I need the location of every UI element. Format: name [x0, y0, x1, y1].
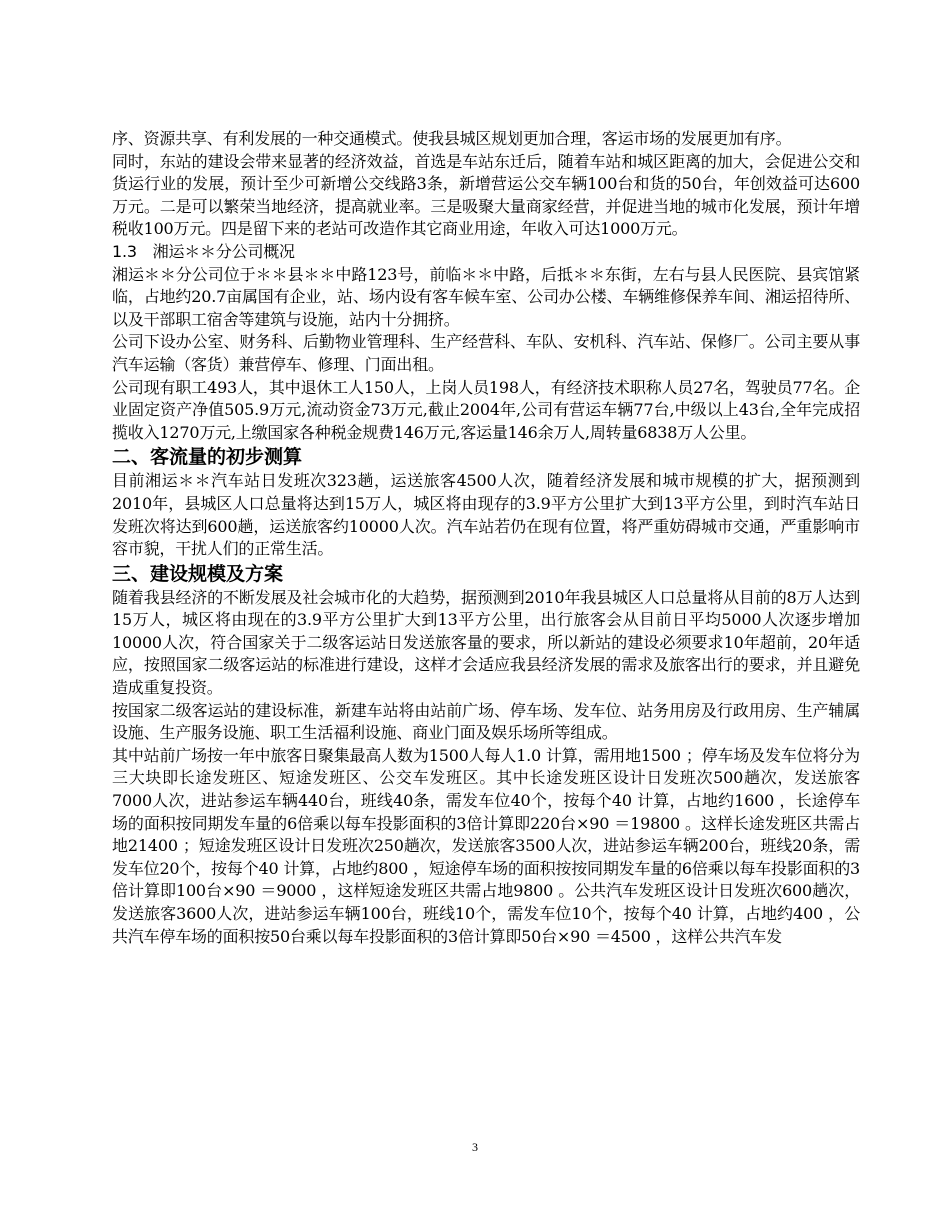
- paragraph: 其中站前广场按一年中旅客日聚集最高人数为1500人每人1.0 计算，需用地1500 ；停车场及发车位将分为三大块即长途发班区、短途发班区、公交车发班区。其中长途发班区设计日发班次500趟次，发送旅客7000人次，进站参运车辆440台，班线40条，需发车位40个，按每个40 计算，占地约1600 ，长途停车场的面积按同期发车量的6倍乘以每车投影面积的3倍计算即220台×90 ＝19800 。这样长途发班区共需占地21400 ；短途发班区设计日发班次250趟次，发送旅客3500人次，进站参运车辆200台，班线20条，需发车位20个，按每个40 计算，占地约800 ，短途停车场的面积按按同期发车量的6倍乘以每车投影面积的3倍计算即100台×90 ＝9000 ，这样短途发班区共需占地9800 。公共汽车发班区设计日发班次600趟次，发送旅客3600人次，进站参运车辆100台，班线10个，需发车位10个，按每个40 计算，占地约400 ，公共汽车停车场的面积按50台乘以每车投影面积的3倍计算即50台×90 ＝4500 ，这样公共汽车发: [112, 745, 860, 946]
- paragraph: 同时，东站的建设会带来显著的经济效益，首选是车站东迁后，随着车站和城区距离的加大，会促进公交和货运行业的发展，预计至少可新增公交线路3条，新增营运公交车辆100台和货的50台，年创效益可达600万元。二是可以繁荣当地经济，提高就业率。三是吸聚大量商家经营，并促进当地的城市化发展，预计年增税收100万元。四是留下来的老站可改造作其它商业用途，年收入可达1000万元。: [112, 151, 860, 239]
- page-number: 3: [472, 1140, 478, 1154]
- paragraph: 按国家二级客运站的建设标准，新建车站将由站前广场、停车场、发车位、站务用房及行政用房、生产辅属设施、生产服务设施、职工生活福利设施、商业门面及娱乐场所等组成。: [112, 700, 860, 743]
- paragraph: 湘运＊＊分公司位于＊＊县＊＊中路123号，前临＊＊中路，后抵＊＊东街，左右与县人民医院、县宾馆紧临，占地约20.7亩属国有企业，站、场内设有客车候车室、公司办公楼、车辆维修保养车间、湘运招待所、以及干部职工宿舍等建筑与设施，站内十分拥挤。: [112, 264, 860, 329]
- document-body: [112, 128, 860, 948]
- paragraph: 序、资源共享、有利发展的一种交通模式。使我县城区规划更加合理，客运市场的发展更加有序。: [112, 129, 792, 148]
- section-heading-3: 三、建设规模及方案: [112, 562, 284, 585]
- paragraph: 随着我县经济的不断发展及社会城市化的大趋势，据预测到2010年我县城区人口总量将从目前的8万人达到15万人，城区将由现在的3.9平方公里扩大到13平方公里，出行旅客会从目前日平均5000人次逐步增加10000人次，符合国家关于二级客运站日发送旅客量的要求，所以新站的建设必须要求10年超前，20年适应，按照国家二级客运站的标准进行建设，这样才会适应我县经济发展的需求及旅客出行的要求，并且避免造成重复投资。: [112, 587, 860, 698]
- paragraph: 目前湘运＊＊汽车站日发班次323趟，运送旅客4500人次，随着经济发展和城市规模的扩大，据预测到2010年，县城区人口总量将达到15万人，城区将由现存的3.9平方公里扩大到13平方公里，到时汽车站日发班次将达到600趟，运送旅客约10000人次。汽车站若仍在现有位置，将严重妨碍城市交通，严重影响市容市貌，干扰人们的正常生活。: [112, 471, 860, 559]
- section-heading-1-3: 1.3 湘运＊＊分公司概况: [112, 241, 295, 261]
- section-heading-2: 二、客流量的初步测算: [112, 446, 303, 469]
- paragraph: 公司下设办公室、财务科、后勤物业管理科、生产经营科、车队、安机科、汽车站、保修厂。公司主要从事汽车运输（客货）兼营停车、修理、门面出租。: [112, 332, 860, 374]
- paragraph: 公司现有职工493人，其中退休工人150人，上岗人员198人，有经济技术职称人员27名，驾驶员77名。企业固定资产净值505.9万元,流动资金73万元,截止2004年,公司有营运车辆77台,中级以上43台,全年完成招揽收入1270万元,上缴国家各种税金规费146万元,客运量146余万人,周转量6838万人公里。: [112, 377, 860, 442]
